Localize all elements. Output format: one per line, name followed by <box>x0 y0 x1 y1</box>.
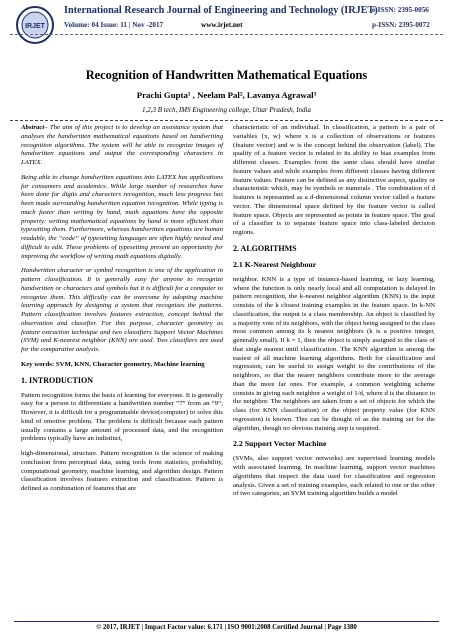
abstract-paragraph-3: Handwritten character or symbol recognition is one of the application in pattern classification. It is generally easy for anyone to recognize handwritten or characters and symbols but it is difficult for a computer to recognize them. This difficulty can be overcome by adopting machine learning approach by designing a system that recognizes the patterns. Pattern classification involves features extraction, concept behind the observation and classifier. For this purpose, character geometry as feature extraction technique and two classifiers Support Vector Machines (SVM) and K-nearest neighbor (KNN) are used. Two classifiers are used for the comparative analysis. <box>21 267 223 353</box>
page-footer: © 2017, IRJET | Impact Factor value: 6.171 | ISO 9001:2008 Certified Journal | Page 1380 <box>96 624 357 631</box>
section-heading-svm: 2.2 Support Vector Machine <box>233 439 327 449</box>
e-issn: e-ISSN: 2395-0056 <box>372 6 429 14</box>
right-column <box>233 124 435 505</box>
introduction-paragraph-1: Pattern recognition forms the basis of learning for everyone. It is generally easy for a person to differentiate a handwritten number “7” from an “9”; However, it is difficult for a programmable device(computer) to solve this kind of emotive problem. The problem is difficult because each pattern usually contains a large amount of processed data, and the recognition problems typically have an indistinct, <box>21 391 223 443</box>
knn-paragraph: neighbor. KNN is a type of instance-based learning, or lazy learning, where the function is only nearly local and all computation is delayed In pattern recognition, the k-nearest neighbor algorithm (KNN) is the input consists of the k closest training examples in the feature space. In k-NN classification, the output is a class membership. An object is classified by a majority vote of its neighbors, with the object being assigned to the class most common among its k nearest neighbors (k is a positive integer, generally small). If k = 1, then the object is simply assigned to the class of that single nearest until classification. The KNN algorithm is among the easiest of all machine learning algorithms. Both for classification and regression, can be useful to assign weight to the contributions of the neighbors, so that the nearer neighbors contribute more to the average than the more far ones. For example, a common weighting scheme consists in giving each neighbor a weight of 1/d, where d is the distance to the neighbor. The neighbors are taken from a set of objects for which the class (for KNN classification) or the object property value (for KNN regression) is known. This can be thought of as the training set for the algorithm, though no obvious training step is required. <box>233 275 435 432</box>
keywords <box>21 361 223 370</box>
keywords-label: Key words: <box>21 360 55 368</box>
paper-affiliation: 1,2,3 B tech, IMS Engineering college, Uttar Pradesh, India <box>142 106 311 114</box>
right-paragraph-1: characteristic of an individual. In classification, a pattern is a pair of variables {x, w} where x is a collection of observations or features (feature vector) and w is the concept behind the observation (label). The quality of a feature vector is related to its ability to bias examples from different classes. Examples from the same class should have similar feature values and while examples from different classes having different feature values. Feature can be defined as any distinctive aspect, quality or characteristic which, may be symbols or numerals . The combination of d features is represented as a d-dimensional column vector called a feature vector. The dimensional space defined by the feature vector is called feature space. Objects are represented as points in feature space. The goal of a classifier is to separate feature space into class-labeled decision regions. <box>233 124 435 236</box>
header-divider <box>10 34 443 35</box>
footer-divider <box>14 621 439 622</box>
paper-title: Recognition of Handwritten Mathematical Equations <box>85 68 368 82</box>
title-divider <box>10 120 443 121</box>
svm-paragraph: (SVMs, also support vector networks) are supervised learning models with associated learning. In machine learning, support vector machines algorithms that inspect the data used for classification and regression analysis. Given a set of training examples, each related to one or the other of two categories, an SVM training algorithm builds a model <box>233 455 435 498</box>
volume-issue: Volume: 04 Issue: 11 | Nov -2017 <box>64 21 164 29</box>
p-issn: p-ISSN: 2395-0072 <box>372 21 430 29</box>
abstract-paragraph-2: Being able to change handwritten equations into LATEX has applications for consumers and academics. While large number of researches have been done for digits and characters recognition, much less progress has been made surrounding handwritten equation recognition. While typing is much faster than writing by hand, math equations have the opposite property: writing mathematical equations by hand is more efficient than typesetting them. Furthermore, whereas handwritten equations are human readable, the “code” of typesetting languages are often highly nested and difficult to edit. These problems of typesetting present an opportunity for improving the workflow of writing math equations digitally. <box>21 173 223 260</box>
abstract-text: – The aim of this project is to develop an assistance system that analyses the handwritten mathematical equations based on handwriting recognition algorithms. The system will be able to recognize images of handwritten equations and output the corresponding characters in LATEX. <box>21 124 223 166</box>
section-heading-knn: 2.1 K-Nearest Neighbour <box>233 259 317 269</box>
section-heading-introduction: 1. INTRODUCTION <box>21 375 94 385</box>
section-heading-algorithms: 2. ALGORITHMS <box>233 243 297 253</box>
abstract-label: Abstract <box>21 124 45 131</box>
paper-authors: Prachi Gupta¹ , Neelam Pal², Lavanya Agrawal³ <box>136 90 317 100</box>
introduction-paragraph-2: high-dimensional, structure. Pattern recognition is the science of making conclusion from perceptual data, using tools from statistics, probability, computational geometry, machine learning, and algorithm design. Pattern classification involves features extraction and classification. Pattern is defined as combination of features that are <box>21 450 223 492</box>
left-column <box>21 124 223 500</box>
logo-text: IRJET <box>25 23 45 30</box>
irjet-logo <box>14 5 56 45</box>
abstract-paragraph <box>21 124 223 168</box>
journal-url: www.irjet.net <box>201 21 243 29</box>
keywords-text: SVM, KNN, Character geometry, Machine learning <box>55 360 205 368</box>
journal-header <box>0 0 453 50</box>
journal-title: International Research Journal of Engineering and Technology (IRJET) <box>64 5 378 16</box>
